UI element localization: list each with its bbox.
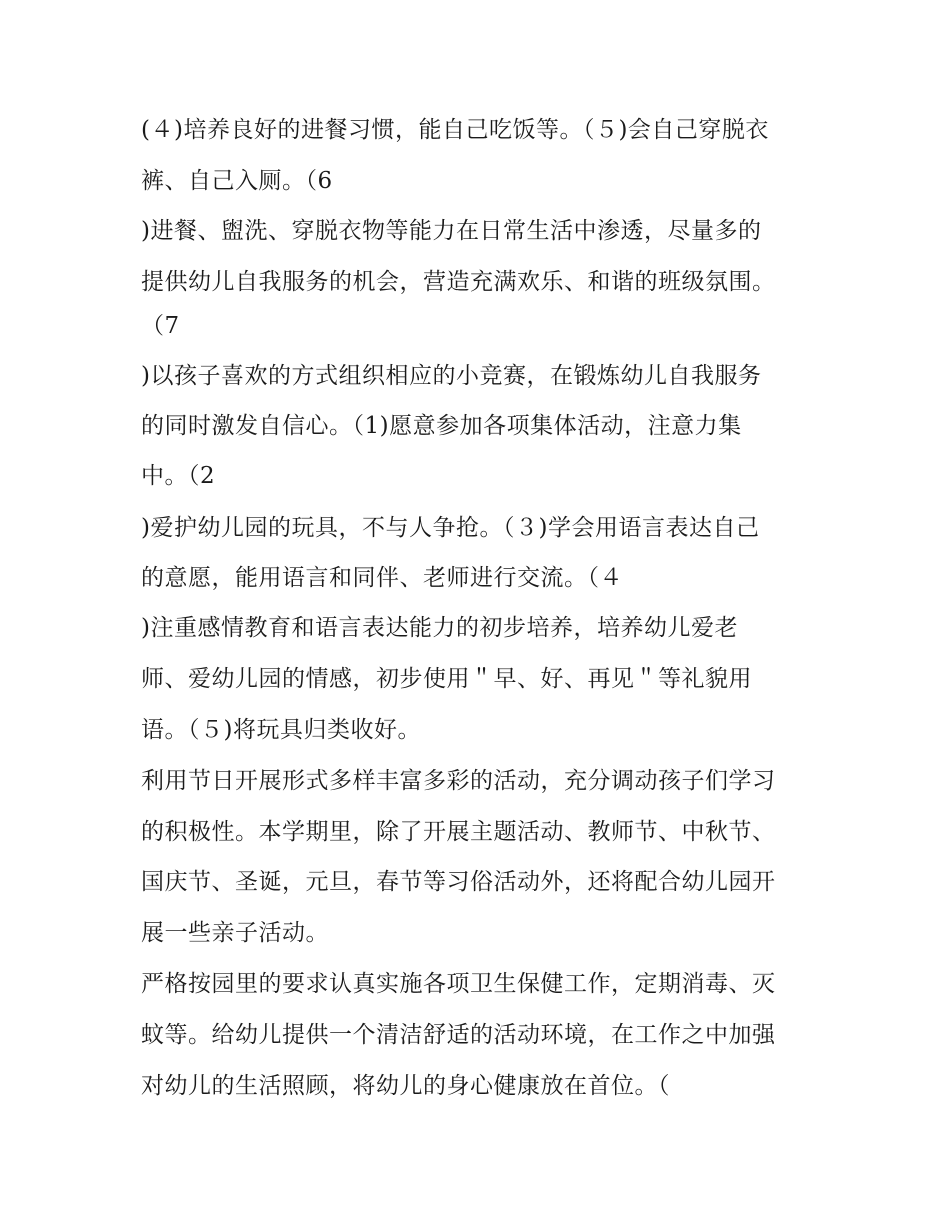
text-line: )爱护幼儿园的玩具，不与人争抢。（３)学会用语言表达自己 xyxy=(141,515,760,541)
text-line: 的积极性。本学期里，除了开展主题活动、教师节、中秋节、 xyxy=(141,819,776,845)
text-line: 对幼儿的生活照顾，将幼儿的身心健康放在首位。（ xyxy=(141,1073,670,1099)
text-line: 国庆节、圣诞，元旦，春节等习俗活动外，还将配合幼儿园开 xyxy=(141,869,776,895)
text-line: 蚊等。给幼儿提供一个清洁舒适的活动环境，在工作之中加强 xyxy=(141,1022,776,1048)
text-line: 利用节日开展形式多样丰富多彩的活动，充分调动孩子们学习 xyxy=(141,768,776,794)
text-line: (４)培养良好的进餐习惯，能自己吃饭等。（５)会自己穿脱衣 xyxy=(141,117,769,143)
text-line: 提供幼儿自我服务的机会，营造充满欢乐、和谐的班级氛围。 xyxy=(141,269,776,295)
text-line: 展一些亲子活动。 xyxy=(141,920,329,946)
text-line: 语。（５)将玩具归类收好。 xyxy=(141,717,421,743)
text-line: 的意愿，能用语言和同伴、老师进行交流。（４ xyxy=(141,565,623,591)
text-line: )注重感情教育和语言表达能力的初步培养，培养幼儿爱老 xyxy=(141,615,738,641)
text-line: 严格按园里的要求认真实施各项卫生保健工作，定期消毒、灭 xyxy=(141,971,776,997)
text-line: )以孩子喜欢的方式组织相应的小竞赛，在锻炼幼儿自我服务 xyxy=(141,363,762,389)
text-line: 裤、自己入厕。（6 xyxy=(141,168,333,194)
text-line: （7 xyxy=(141,313,180,339)
text-line: 中。（2 xyxy=(141,463,216,489)
text-line: 的同时激发自信心。（1)愿意参加各项集体活动，注意力集 xyxy=(141,413,742,439)
text-line: )进餐、盥洗、穿脱衣物等能力在日常生活中渗透，尽量多的 xyxy=(141,218,762,244)
text-line: 师、爱幼儿园的情感，初步使用＂早、好、再见＂等礼貌用 xyxy=(141,666,752,692)
